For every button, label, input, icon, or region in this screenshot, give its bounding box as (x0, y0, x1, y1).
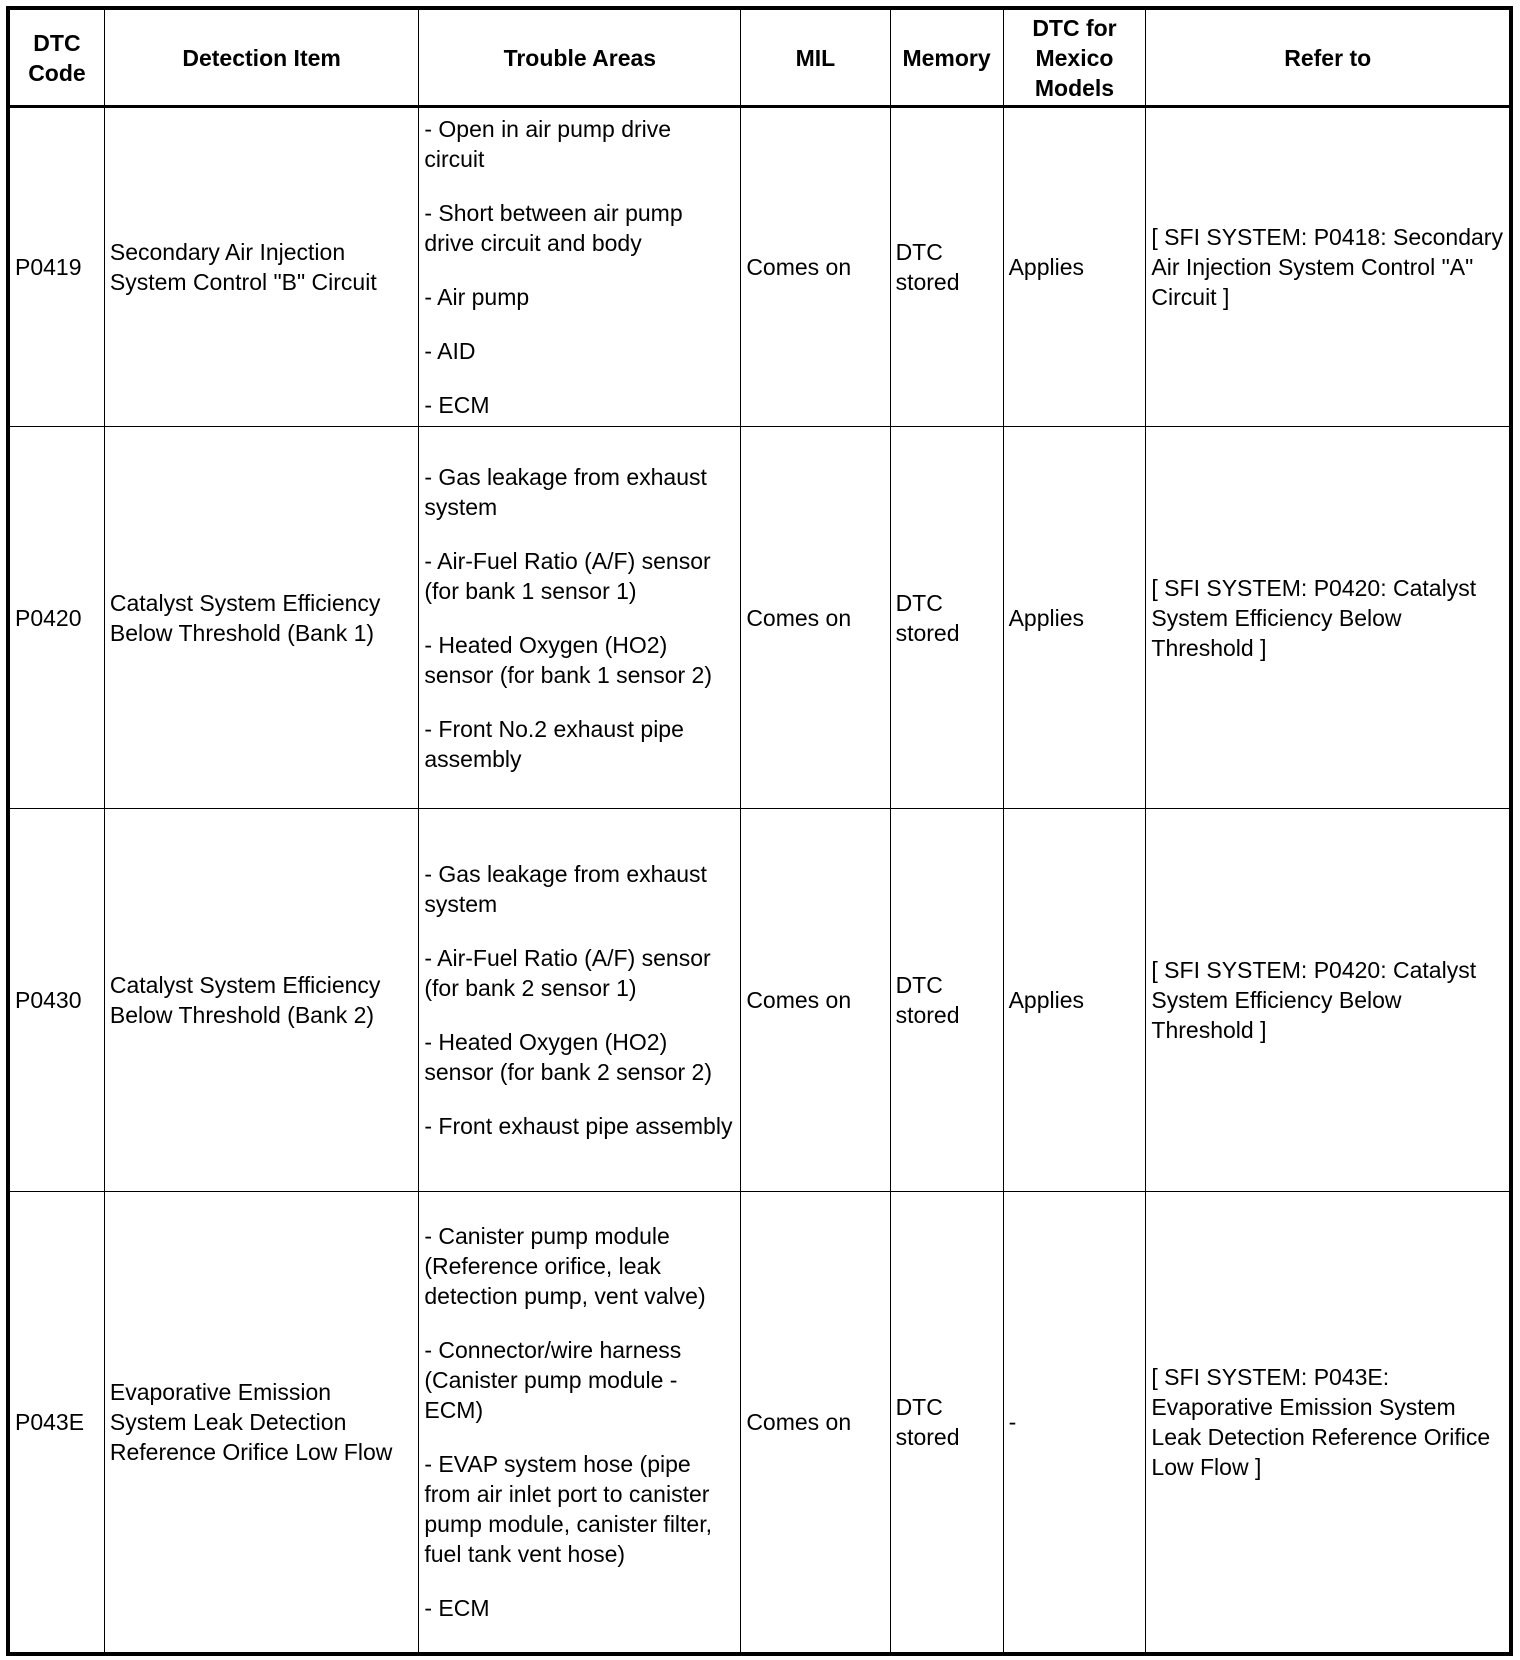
dtc-table (9, 9, 1510, 1653)
header-dtc-code: DTC Code (10, 10, 105, 107)
header-row (10, 10, 1510, 107)
mexico-cell: Applies (1003, 427, 1146, 809)
memory-cell: DTC stored (890, 1191, 1003, 1652)
dtc-code-cell: P0419 (10, 107, 105, 427)
trouble-area-item: - Open in air pump drive circuit (424, 116, 672, 172)
trouble-areas-cell (419, 1191, 741, 1652)
trouble-areas-cell (419, 427, 741, 809)
trouble-area-item: - Gas leakage from exhaust system (424, 463, 707, 520)
trouble-area-item: - Gas leakage from exhaust system (424, 861, 707, 918)
detection-item-cell: Secondary Air Injection System Control "B" Circuit (104, 107, 418, 427)
refer-to-cell: [ SFI SYSTEM: P0418: Secondary Air Injection System Control "A" Circuit ] (1146, 107, 1510, 427)
table-row (10, 1191, 1510, 1652)
trouble-area-item: - Air pump (424, 284, 530, 310)
detection-item-cell: Catalyst System Efficiency Below Threshold (Bank 2) (104, 809, 418, 1191)
detection-item-cell: Catalyst System Efficiency Below Threshold (Bank 1) (104, 427, 418, 809)
trouble-areas-list (424, 859, 735, 1141)
refer-to-cell: [ SFI SYSTEM: P043E: Evaporative Emission System Leak Detection Reference Orifice Low Flow ] (1146, 1191, 1510, 1652)
trouble-area-item: - AID (424, 338, 476, 364)
trouble-area-item: - EVAP system hose (pipe from air inlet port to canister pump module, canister filter, fuel tank vent hose) (424, 1450, 712, 1567)
trouble-areas-cell (419, 809, 741, 1191)
table-row (10, 809, 1510, 1191)
header-trouble-areas: Trouble Areas (419, 10, 741, 107)
trouble-area-item: - Front exhaust pipe assembly (424, 1113, 733, 1140)
refer-to-cell: [ SFI SYSTEM: P0420: Catalyst System Efficiency Below Threshold ] (1146, 809, 1510, 1191)
table-row (10, 427, 1510, 809)
trouble-area-item: - Heated Oxygen (HO2) sensor (for bank 2 sensor 2) (424, 1029, 712, 1086)
trouble-area-item: - ECM (424, 1594, 490, 1621)
memory-cell: DTC stored (890, 809, 1003, 1191)
mil-cell: Comes on (741, 809, 890, 1191)
dtc-code-cell: P043E (10, 1191, 105, 1652)
trouble-area-item: - Canister pump module (Reference orifice, leak detection pump, vent valve) (424, 1222, 706, 1309)
trouble-area-item: - Heated Oxygen (HO2) sensor (for bank 1 sensor 2) (424, 631, 712, 688)
memory-cell: DTC stored (890, 107, 1003, 427)
refer-to-cell: [ SFI SYSTEM: P0420: Catalyst System Efficiency Below Threshold ] (1146, 427, 1510, 809)
trouble-area-item: - Front No.2 exhaust pipe assembly (424, 715, 684, 772)
table-row (10, 107, 1510, 427)
header-dtc-mexico: DTC for Mexico Models (1003, 10, 1146, 107)
mil-cell: Comes on (741, 1191, 890, 1652)
dtc-code-cell: P0430 (10, 809, 105, 1191)
dtc-document (6, 6, 1513, 1656)
trouble-areas-list (424, 114, 735, 420)
trouble-area-item: - Connector/wire harness (Canister pump module - ECM) (424, 1336, 682, 1423)
trouble-areas-cell (419, 107, 741, 427)
mil-cell: Comes on (741, 107, 890, 427)
header-detection-item: Detection Item (104, 10, 418, 107)
trouble-areas-list (424, 1221, 735, 1623)
mexico-cell: Applies (1003, 107, 1146, 427)
detection-item-cell: Evaporative Emission System Leak Detection Reference Orifice Low Flow (104, 1191, 418, 1652)
header-memory: Memory (890, 10, 1003, 107)
mil-cell: Comes on (741, 427, 890, 809)
dtc-code-cell: P0420 (10, 427, 105, 809)
header-mil: MIL (741, 10, 890, 107)
mexico-cell: - (1003, 1191, 1146, 1652)
memory-cell: DTC stored (890, 427, 1003, 809)
header-refer-to: Refer to (1146, 10, 1510, 107)
trouble-area-item: - ECM (424, 392, 490, 418)
mexico-cell: Applies (1003, 809, 1146, 1191)
trouble-area-item: - Air-Fuel Ratio (A/F) sensor (for bank 2 sensor 1) (424, 945, 711, 1002)
trouble-area-item: - Short between air pump drive circuit and body (424, 200, 683, 256)
trouble-areas-list (424, 462, 735, 774)
trouble-area-item: - Air-Fuel Ratio (A/F) sensor (for bank 1 sensor 1) (424, 547, 711, 604)
